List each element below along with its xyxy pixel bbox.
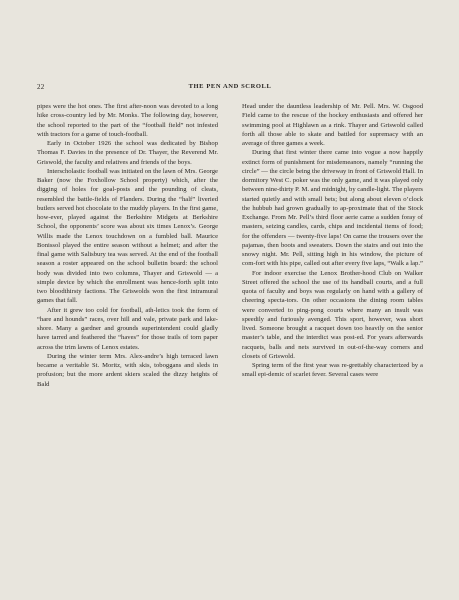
- paragraph: For indoor exercise the Lenox Brother-hood Club on Walker Street offered the school the use of its handball courts, and a full quota of faculty and boys was regularly on hand with a gallery of cheering specta-tors. On other occasions the dining room tables were converted to ping-pong courts where many an insult was speedily and furiously avenged. This sport, however, was short lived. Someone brought a racquet down too heavily on the senior master’s table, and the interdict was post-ed. For years afterwards racquets, balls and nets survived in out-of-the-way corners and closets of Griswold.: [242, 269, 423, 360]
- paragraph: Early in October 1926 the school was dedicated by Bishop Thomas F. Davies in the presence of Dr. Thayer, the Reverend Mr. Griswold, the faculty and relatives and friends of the boys.: [37, 140, 218, 166]
- paragraph: pipes were the hot ones. The first after-noon was devoted to a long hike cross-country led by Mr. Monks. The following day, however, the school reported to the part of the “football field” not infested with tractors for a game of touch-football.: [37, 103, 218, 138]
- right-column: [242, 102, 423, 389]
- paragraph: Spring term of the first year was re-grettably characterized by a small epi-demic of scarlet fever. Several cases were: [242, 362, 423, 379]
- paragraph: During the winter term Mrs. Alex-andre’s high terraced lawn became a veritable St. Moritz, with skis, toboggans and sleds in profusion; but the more ardent skiers scaled the dizzy heights of Bald: [37, 352, 218, 388]
- text-columns: [37, 102, 423, 389]
- paragraph: After it grew too cold for football, ath-letics took the form of “hare and hounds” races, over hill and vale, private park and lake-shore. Many a gardner and grounds superintendent could gladly have tarred and feathered the “haves” for those trails of torn paper across the trim lawns of Lenox estates.: [37, 306, 218, 351]
- journal-title: THE PEN AND SCROLL: [188, 83, 272, 90]
- paragraph: During that first winter there came into vogue a now happily extinct form of punishment for misdemeanors, namely “running the circle” — the circle being the driveway in front of Griswold Hall. In dormitory West C. poker was the only game, and it was played only between nine-thirty P. M. and midnight, by candle-light. The players started quietly and with small bets; but along about eleven o’clock the hubbub had grown gradually to ap-proximate that of the Stock Exchange. From Mr. Pell’s third floor aerie came a sudden foray of masters, seizing candles, cards, chips and incidental items of food; for the offenders — twenty-five laps! On came the trousers over the pajamas, then boots and sweaters. Down the stairs and out into the snowy night. Mr. Pell, sitting high in his window, the picture of com-fort with his pipe, called out after every five laps, “Walk a lap.”: [242, 149, 423, 268]
- page-header: [37, 83, 423, 95]
- left-column: [37, 102, 218, 389]
- page-number: 22: [37, 83, 45, 91]
- paragraph: Interscholastic football was initiated on the lawn of Mrs. George Baker (now the Foxhollow School property) which, after the digging of holes for goal-posts and the pounding of cleats, resembled the battle-fields of Flanders. During the “half” liveried butlers served hot chocolate to the muddy players. In the first game, how-ever, played against the Berkshire Midgets at Berkshire School, the opponents’ score was about six times Lenox’s. George Willis made the Lenox touchdown on a fumbled ball. Maurice Bonissol played the entire season without a helmet; and after the final game with Salisbury tea was served. At the end of the football season a roster appeared on the school bulletin board: the school body was divided into two columns, Thayer and Griswold — a simple device by which the enrollment was hence-forth split into two bloodthirsty factions. The Griswolds won the first intramural games that fall.: [37, 167, 218, 305]
- paragraph: Head under the dauntless leadership of Mr. Pell. Mrs. W. Osgood Field came to the rescue of the hockey enthusiasts and offered her swimming pool at Highlawn as a rink. Thayer and Griswold called forth all those able to skate and battled for supremacy with an average of three games a week.: [242, 103, 423, 147]
